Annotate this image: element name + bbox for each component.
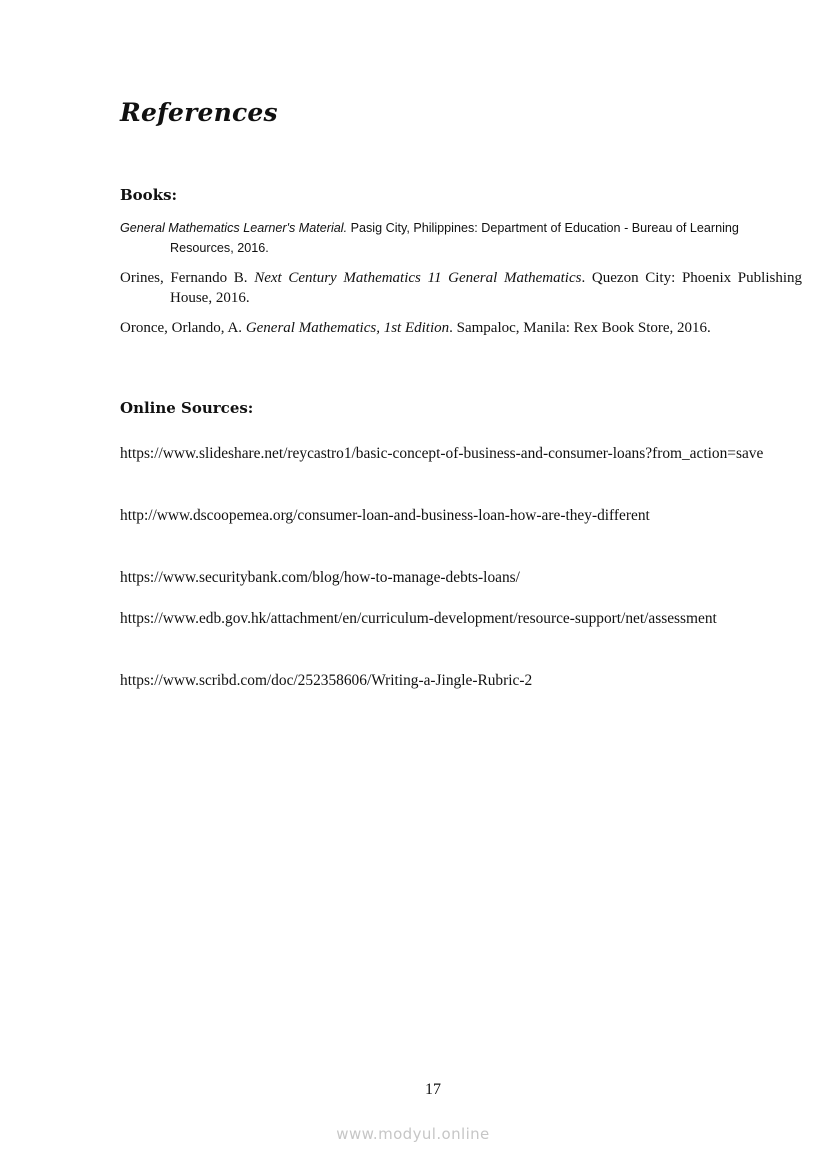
- book-reference-2: [120, 268, 802, 308]
- page-number: 17: [425, 1081, 441, 1098]
- online-source-link[interactable]: https://www.slideshare.net/reycastro1/basic-concept-of-business-and-consumer-loans?from_action=save: [120, 445, 764, 462]
- book-title: Next Century Mathematics 11 General Mathematics: [254, 270, 582, 286]
- book-title: General Mathematics, 1st Edition: [245, 320, 450, 336]
- page-title: References: [120, 98, 278, 127]
- book-publication: . Sampaloc, Manila: Rex Book Store, 2016.: [449, 320, 711, 336]
- book-author: Oronce, Orlando, A.: [120, 320, 246, 336]
- book-reference-1: [120, 218, 802, 258]
- book-publication: Pasig City, Philippines: Department of Education - Bureau of Learning Resources, 2016.: [170, 221, 739, 255]
- online-source-link[interactable]: https://www.edb.gov.hk/attachment/en/curriculum-development/resource-support/net/assessment: [120, 610, 717, 627]
- online-source-link[interactable]: https://www.scribd.com/doc/252358606/Writing-a-Jingle-Rubric-2: [120, 672, 533, 689]
- online-sources-heading: Online Sources:: [120, 399, 254, 417]
- book-reference-3: [120, 318, 802, 338]
- books-heading: Books:: [120, 186, 178, 204]
- book-author: Orines, Fernando B.: [120, 270, 255, 286]
- book-publication: . Quezon City: Phoenix Publishing House, 2016.: [170, 270, 802, 306]
- watermark: www.modyul.online: [336, 1125, 490, 1143]
- book-title: General Mathematics Learner's Material.: [120, 221, 348, 235]
- online-source-link[interactable]: https://www.securitybank.com/blog/how-to-manage-debts-loans/: [120, 569, 520, 586]
- online-source-link[interactable]: http://www.dscoopemea.org/consumer-loan-and-business-loan-how-are-they-different: [120, 507, 650, 524]
